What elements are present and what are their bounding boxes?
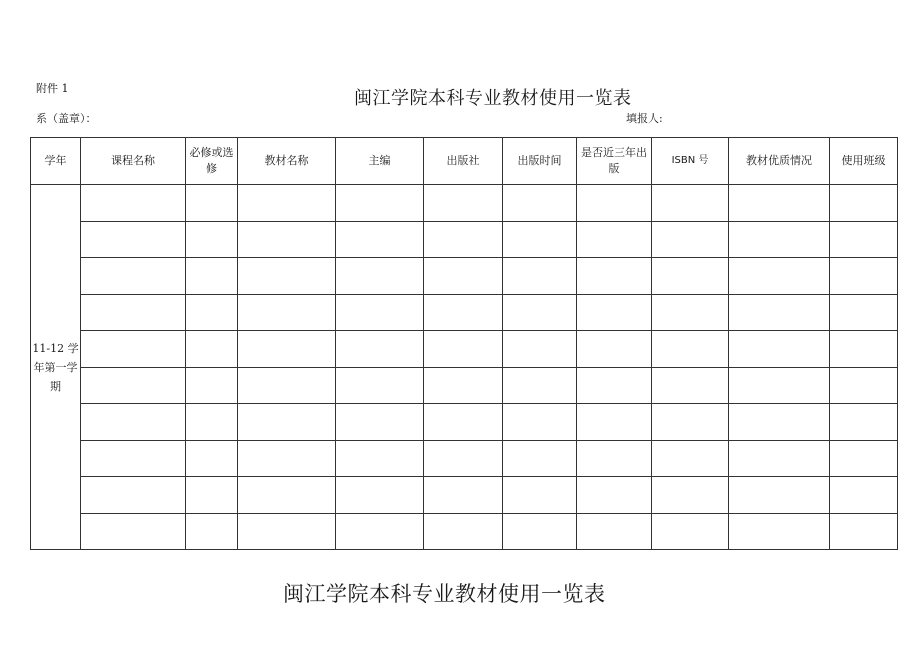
table-cell[interactable] xyxy=(336,477,424,514)
table-cell[interactable] xyxy=(336,404,424,441)
table-cell[interactable] xyxy=(81,221,186,258)
table-cell[interactable] xyxy=(81,294,186,331)
table-cell[interactable] xyxy=(652,513,729,550)
table-cell[interactable] xyxy=(577,404,652,441)
table-cell[interactable] xyxy=(186,440,238,477)
table-cell[interactable] xyxy=(238,294,336,331)
table-cell[interactable] xyxy=(336,185,424,222)
col-header-textbook: 教材名称 xyxy=(238,138,336,185)
table-cell[interactable] xyxy=(186,404,238,441)
footer-title: 闽江学院本科专业教材使用一览表 xyxy=(283,582,606,606)
table-cell[interactable] xyxy=(424,404,503,441)
table-cell[interactable] xyxy=(652,440,729,477)
table-cell[interactable] xyxy=(729,221,830,258)
table-cell[interactable] xyxy=(503,221,577,258)
col-header-isbn: ISBN 号 xyxy=(652,138,729,185)
table-cell[interactable] xyxy=(424,477,503,514)
table-cell[interactable] xyxy=(652,185,729,222)
table-cell[interactable] xyxy=(830,477,898,514)
table-cell[interactable] xyxy=(830,367,898,404)
table-cell[interactable] xyxy=(577,367,652,404)
table-cell[interactable] xyxy=(424,513,503,550)
table-cell[interactable] xyxy=(424,367,503,404)
table-cell[interactable] xyxy=(830,294,898,331)
table-cell[interactable] xyxy=(503,258,577,295)
col-header-year: 学年 xyxy=(31,138,81,185)
table-cell[interactable] xyxy=(81,258,186,295)
page-title: 闽江学院本科专业教材使用一览表 xyxy=(354,88,632,109)
table-cell[interactable] xyxy=(652,477,729,514)
filled-by-label: 填报人: xyxy=(626,112,663,125)
table-cell[interactable] xyxy=(503,477,577,514)
table-cell[interactable] xyxy=(424,331,503,368)
col-header-quality: 教材优质情况 xyxy=(729,138,830,185)
table-cell[interactable] xyxy=(652,404,729,441)
table-cell[interactable] xyxy=(652,367,729,404)
table-cell[interactable] xyxy=(729,513,830,550)
col-header-recent: 是否近三年出版 xyxy=(577,138,652,185)
table-cell[interactable] xyxy=(336,331,424,368)
table-cell[interactable] xyxy=(652,258,729,295)
table-cell[interactable] xyxy=(577,221,652,258)
attachment-label: 附件 1 xyxy=(36,82,69,95)
term-cell: 11-12 学年第一学期 xyxy=(31,185,81,550)
table-cell[interactable] xyxy=(830,440,898,477)
table-cell[interactable] xyxy=(577,513,652,550)
col-header-course: 课程名称 xyxy=(81,138,186,185)
table-cell[interactable] xyxy=(81,513,186,550)
table-cell[interactable] xyxy=(830,404,898,441)
table-cell[interactable] xyxy=(729,477,830,514)
col-header-editor: 主编 xyxy=(336,138,424,185)
table-cell[interactable] xyxy=(729,258,830,295)
table-cell[interactable] xyxy=(186,258,238,295)
table-cell[interactable] xyxy=(238,221,336,258)
table-cell[interactable] xyxy=(186,477,238,514)
table-cell[interactable] xyxy=(336,367,424,404)
table-cell[interactable] xyxy=(336,221,424,258)
table-row xyxy=(31,331,898,368)
table-row xyxy=(31,294,898,331)
table-cell[interactable] xyxy=(186,331,238,368)
table-cell[interactable] xyxy=(652,221,729,258)
table-row xyxy=(31,404,898,441)
table-cell[interactable] xyxy=(238,440,336,477)
table-cell[interactable] xyxy=(729,185,830,222)
table-cell[interactable] xyxy=(81,440,186,477)
table-cell[interactable] xyxy=(81,477,186,514)
table-row xyxy=(31,258,898,295)
table-cell[interactable] xyxy=(186,221,238,258)
table-cell[interactable] xyxy=(577,331,652,368)
table-cell[interactable] xyxy=(577,258,652,295)
table-cell[interactable] xyxy=(238,331,336,368)
department-label: 系（盖章）： xyxy=(36,112,97,125)
table-cell[interactable] xyxy=(503,185,577,222)
table-cell[interactable] xyxy=(238,477,336,514)
col-header-pub-date: 出版时间 xyxy=(503,138,577,185)
table-cell[interactable] xyxy=(729,294,830,331)
table-cell[interactable] xyxy=(503,404,577,441)
table-cell[interactable] xyxy=(652,294,729,331)
table-cell[interactable] xyxy=(336,258,424,295)
table-cell[interactable] xyxy=(424,185,503,222)
table-cell[interactable] xyxy=(238,258,336,295)
col-header-classes: 使用班级 xyxy=(830,138,898,185)
table-cell[interactable] xyxy=(652,331,729,368)
table-cell[interactable] xyxy=(186,513,238,550)
table-cell[interactable] xyxy=(830,185,898,222)
table-cell[interactable] xyxy=(830,258,898,295)
table-cell[interactable] xyxy=(830,513,898,550)
table-cell[interactable] xyxy=(424,294,503,331)
table-cell[interactable] xyxy=(238,367,336,404)
table-cell[interactable] xyxy=(186,185,238,222)
table-cell[interactable] xyxy=(729,404,830,441)
table-cell[interactable] xyxy=(336,513,424,550)
table-row xyxy=(31,513,898,550)
table-cell[interactable] xyxy=(729,440,830,477)
table-row xyxy=(31,367,898,404)
table-row xyxy=(31,221,898,258)
table-cell[interactable] xyxy=(577,440,652,477)
table-cell[interactable] xyxy=(336,294,424,331)
col-header-publisher: 出版社 xyxy=(424,138,503,185)
table-cell[interactable] xyxy=(424,258,503,295)
table-cell[interactable] xyxy=(81,331,186,368)
table-cell[interactable] xyxy=(577,477,652,514)
table-cell[interactable] xyxy=(830,331,898,368)
table-cell[interactable] xyxy=(503,331,577,368)
table-row xyxy=(31,185,898,222)
table-row xyxy=(31,477,898,514)
table-cell[interactable] xyxy=(729,331,830,368)
table-cell[interactable] xyxy=(238,404,336,441)
table-cell[interactable] xyxy=(503,294,577,331)
textbook-table xyxy=(30,137,898,550)
table-cell[interactable] xyxy=(503,513,577,550)
table-cell[interactable] xyxy=(729,367,830,404)
table-cell[interactable] xyxy=(81,367,186,404)
table-cell[interactable] xyxy=(238,513,336,550)
table-cell[interactable] xyxy=(81,404,186,441)
table-cell[interactable] xyxy=(503,367,577,404)
table-header-row xyxy=(31,138,898,185)
table-cell[interactable] xyxy=(424,221,503,258)
table-cell[interactable] xyxy=(336,440,424,477)
col-header-required: 必修或选修 xyxy=(186,138,238,185)
table-cell[interactable] xyxy=(830,221,898,258)
table-cell[interactable] xyxy=(424,440,503,477)
table-cell[interactable] xyxy=(577,294,652,331)
table-cell[interactable] xyxy=(186,367,238,404)
table-cell[interactable] xyxy=(186,294,238,331)
table-cell[interactable] xyxy=(238,185,336,222)
table-cell[interactable] xyxy=(577,185,652,222)
table-row xyxy=(31,440,898,477)
table-cell[interactable] xyxy=(81,185,186,222)
table-cell[interactable] xyxy=(503,440,577,477)
